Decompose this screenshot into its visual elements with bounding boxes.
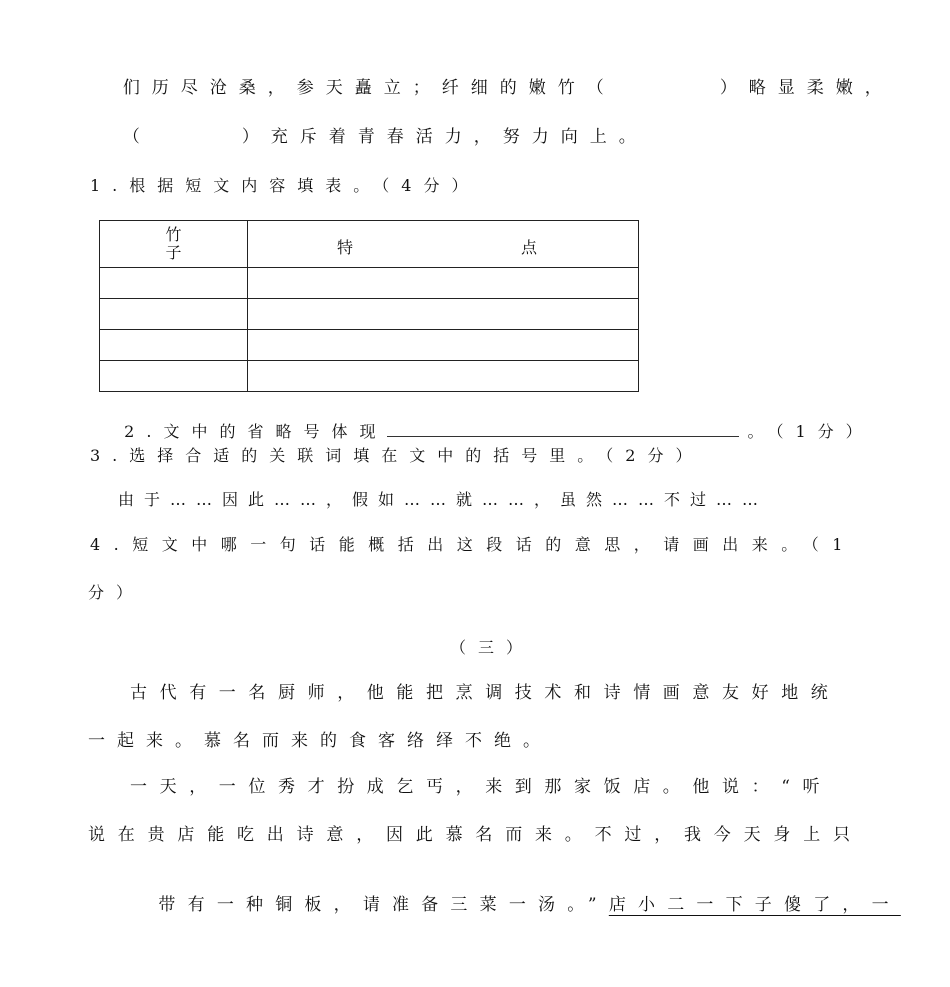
passage-text: （ [122,127,152,147]
story-line: 一起来。慕名而来的食客络绎不绝。 [88,731,552,751]
table-row [100,330,639,361]
table-header-features [248,221,639,268]
table-cell-bamboo[interactable] [100,268,248,299]
story-line: 说在贵店能吃出诗意，因此慕名而来。不过，我今天身上只 [88,825,863,845]
question-2-score: 。（1分） [747,422,874,441]
section-heading: （三） [450,638,535,657]
story-line: 古代有一名厨师，他能把烹调技术和诗情画意友好地统 [130,683,841,703]
table-header-row [100,221,639,268]
question-3-options: 由于……因此……，假如……就……，虽然……不过…… [118,490,769,509]
passage-text: ）充斥着青春活力，努力向上。 [241,127,648,147]
passage-line-2 [88,107,648,147]
bamboo-features-table [99,220,639,392]
table-cell-bamboo[interactable] [100,361,248,392]
question-3: 3.选择合适的关联词填在文中的括号里。（2分） [90,446,704,465]
table-cell-feature[interactable] [248,299,639,330]
table-cell-feature[interactable] [248,330,639,361]
table-cell-bamboo[interactable] [100,330,248,361]
story-line [88,875,901,935]
table-cell-feature[interactable] [248,361,639,392]
question-4: 4.短文中哪一句话能概括出这段话的意思，请画出来。（1 [90,535,856,554]
table-cell-bamboo[interactable] [100,299,248,330]
header-char-top: 竹 [165,225,182,244]
table-row [100,361,639,392]
header-char-right: 点 [521,238,538,257]
table-row [100,299,639,330]
question-2-text: 2.文中的省略号体现 [124,422,388,441]
table-row [100,268,639,299]
question-2 [90,402,874,442]
story-line: 一天，一位秀才扮成乞丐，来到那家饭店。他说：“听 [130,777,833,797]
table-header-bamboo [100,221,248,268]
passage-line-1 [88,58,894,98]
question-1: 1.根据短文内容填表。（4分） [90,176,480,195]
answer-line[interactable] [387,422,739,437]
story-text: 带有一种铜板，请准备三菜一汤。” [158,895,609,915]
header-char-bottom: 子 [165,243,182,262]
table-cell-feature[interactable] [248,268,639,299]
passage-text: ）略显柔嫩， [719,78,894,98]
header-char-left: 特 [337,238,354,257]
passage-text: 们历尽沧桑，参天矗立；纤细的嫩竹（ [122,78,616,98]
underlined-sentence: 店小二一下子傻了，一 [608,895,901,915]
question-4-cont: 分） [88,583,145,602]
